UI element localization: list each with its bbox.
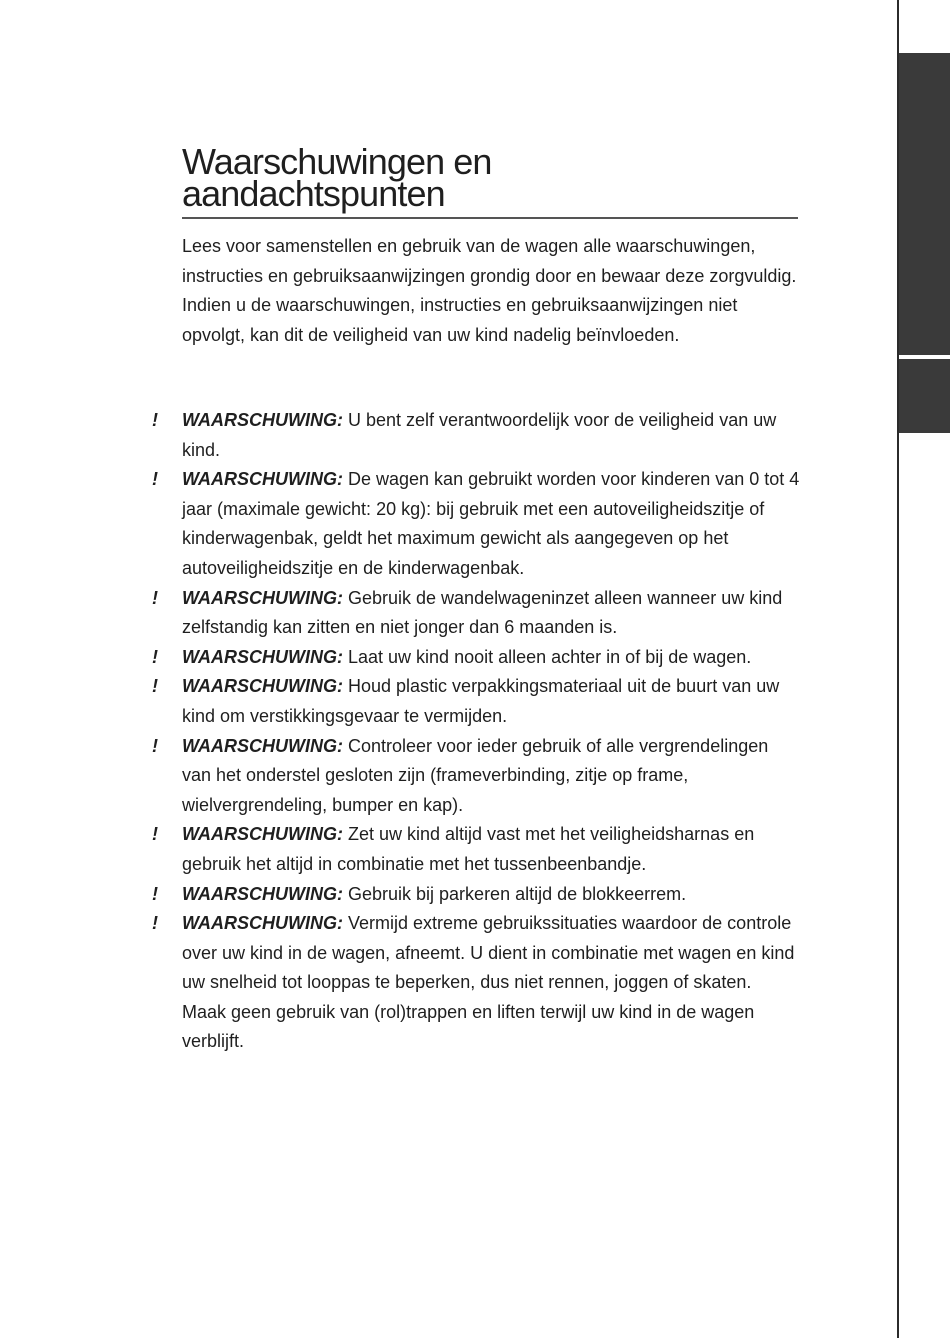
warning-item xyxy=(148,584,800,643)
warning-item xyxy=(148,732,800,821)
warning-label: WAARSCHUWING: xyxy=(182,735,343,756)
section-tab-primary xyxy=(899,53,950,355)
warning-marker-icon: ! xyxy=(152,646,158,667)
warning-label: WAARSCHUWING: xyxy=(182,646,343,667)
warning-label: WAARSCHUWING: xyxy=(182,587,343,608)
warning-label: WAARSCHUWING: xyxy=(182,913,343,934)
section-tab-secondary xyxy=(899,359,950,433)
warning-marker-icon: ! xyxy=(152,883,158,904)
warning-item xyxy=(148,820,800,879)
warning-label: WAARSCHUWING: xyxy=(182,469,343,490)
page-title xyxy=(182,141,798,214)
warning-text: Zet uw kind altijd vast met het veiligheidsharnas en gebruik het altijd in combinatie met het tussenbeenbandje. xyxy=(182,824,755,874)
warning-marker-icon: ! xyxy=(152,410,158,430)
warning-text: Gebruik bij parkeren altijd de blokkeerrem. xyxy=(348,883,687,904)
warning-text: Gebruik de wandelwageninzet alleen wanneer uw kind zelfstandig kan zitten en niet jonger dan 6 maanden is. xyxy=(182,587,783,638)
warning-marker-icon: ! xyxy=(152,913,158,934)
warning-item xyxy=(148,643,800,673)
warning-text: Vermijd extreme gebruikssituaties waardoor de controle over uw kind in de wagen, afneemt. U dient in combinatie met wagen en kind uw snelheid tot looppas te beperken, dus niet rennen, joggen of skaten. Maak geen gebruik van (rol)trappen en liften terwijl uw kind in de wagen verblijft. xyxy=(182,913,795,1052)
title-underline xyxy=(182,217,798,219)
warning-marker-icon: ! xyxy=(152,824,158,845)
warning-text: U bent zelf verantwoordelijk voor de veiligheid van uw kind. xyxy=(182,410,777,460)
warning-label: WAARSCHUWING: xyxy=(182,883,343,904)
warning-text: Laat uw kind nooit alleen achter in of bij de wagen. xyxy=(348,646,752,667)
warning-marker-icon: ! xyxy=(152,587,158,608)
warning-item xyxy=(148,406,800,465)
warning-marker-icon: ! xyxy=(152,676,158,697)
warning-marker-icon: ! xyxy=(152,735,158,756)
page-title-line-2: aandachtspunten xyxy=(182,173,445,214)
warning-item xyxy=(148,909,800,1057)
warning-text: De wagen kan gebruikt worden voor kinderen van 0 tot 4 jaar (maximale gewicht: 20 kg): bij gebruik met een autoveiligheidszitje of kinderwagenbak, geldt het maximum gewicht als aangegeven op het autoveiligheidszitje en de kinderwagenbak. xyxy=(182,469,800,578)
warning-item xyxy=(148,672,800,731)
warning-label: WAARSCHUWING: xyxy=(182,410,343,430)
warning-item xyxy=(148,880,800,910)
warning-marker-icon: ! xyxy=(152,469,158,490)
warning-item xyxy=(148,465,800,583)
warning-text: Houd plastic verpakkingsmateriaal uit de buurt van uw kind om verstikkingsgevaar te vermijden. xyxy=(182,676,780,726)
warning-label: WAARSCHUWING: xyxy=(182,824,343,845)
warning-text: Controleer voor ieder gebruik of alle vergrendelingen van het onderstel gesloten zijn (frameverbinding, zitje op frame, wielvergrendeling, bumper en kap). xyxy=(182,735,769,815)
page-title-line-1: Waarschuwingen en xyxy=(182,141,492,182)
intro-paragraph: Lees voor samenstellen en gebruik van de wagen alle waarschuwingen, instructies en gebruiksaanwijzingen grondig door en bewaar deze zorgvuldig. Indien u de waarschuwingen, instructies en gebruiksaanwijzingen niet opvolgt, kan dit de veiligheid van uw kind nadelig beïnvloeden. xyxy=(182,236,797,345)
warning-list xyxy=(148,406,800,1057)
warning-label: WAARSCHUWING: xyxy=(182,676,343,697)
